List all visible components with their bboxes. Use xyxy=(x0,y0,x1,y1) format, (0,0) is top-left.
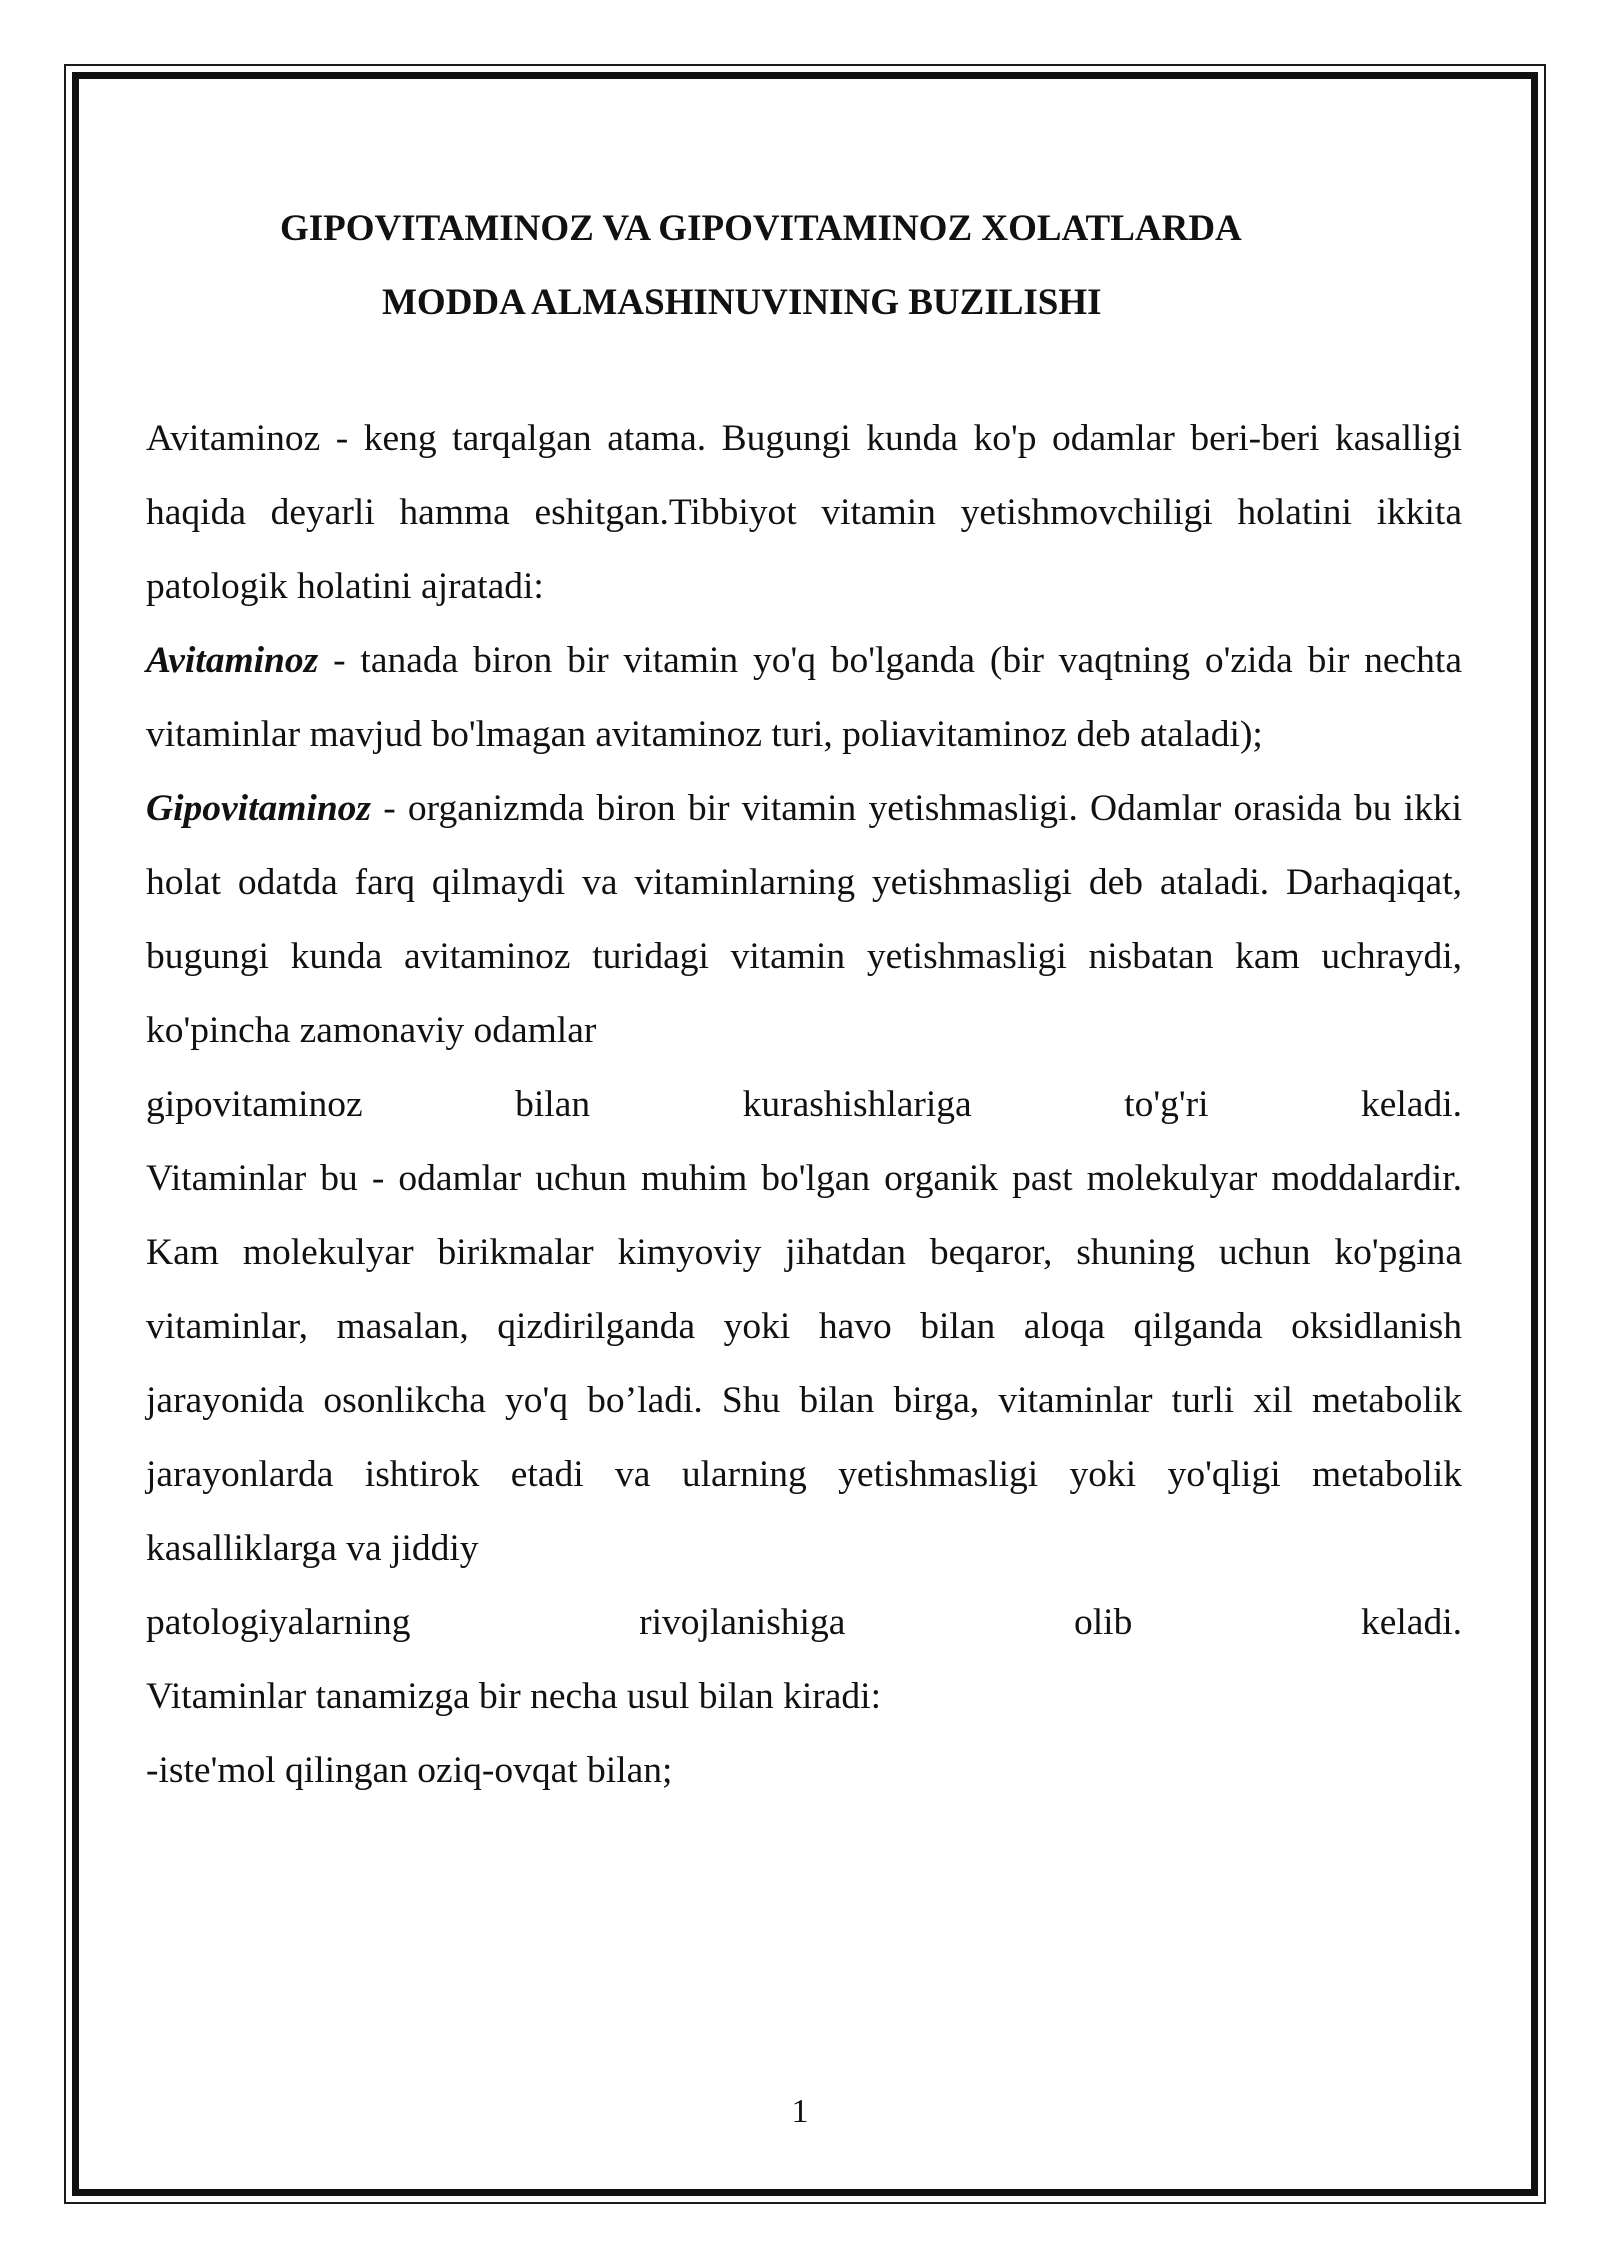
intro-paragraph: Avitaminoz - keng tarqalgan atama. Bugungi kunda ko'p odamlar beri-beri kasalligi haqida deyarli hamma eshitgan.Tibbiyot vitamin yetishmovchiligi holatini ikkita patologik holatini ajratadi: xyxy=(146,418,1462,607)
bullet-food: -iste'mol qilingan oziq-ovqat bilan; xyxy=(146,1750,673,1791)
document-body xyxy=(146,402,1462,1808)
title-line-2: MODDA ALMASHINUVINING BUZILISHI xyxy=(382,282,1102,323)
vitaminlar-paragraph: Vitaminlar bu - odamlar uchun muhim bo'lgan organik past molekulyar moddalardir. Kam molekulyar birikmalar kimyoviy jihatdan beqaror, shuning uchun ko'pgina vitaminlar, masalan, qizdirilganda yoki havo bilan aloqa qilganda oksidlanish jarayonida osonlikcha yo'q bo’ladi. Shu bilan birga, vitaminlar turli xil metabolik jarayonlarda ishtirok etadi va ularning yetishmasligi yoki yo'qligi metabolik kasalliklarga va jiddiy xyxy=(146,1158,1462,1569)
gipovitaminoz-definition xyxy=(146,772,1462,1068)
entry-methods-line: Vitaminlar tanamizga bir necha usul bilan kiradi: xyxy=(146,1676,882,1717)
page-number: 1 xyxy=(791,2093,809,2130)
title-line-1: GIPOVITAMINOZ VA GIPOVITAMINOZ XOLATLARDA xyxy=(280,208,1242,249)
gipovitaminoz-text: - organizmda biron bir vitamin yetishmasligi. Odamlar orasida bu ikki holat odatda farq qilmaydi va vitaminlarning yetishmasligi deb ataladi. Darhaqiqat, bugungi kunda avitaminoz turidagi vitamin yetishmasligi nisbatan kam uchraydi, ko'pincha zamonaviy odamlar xyxy=(146,788,1462,1051)
gipovitaminoz-term: Gipovitaminoz xyxy=(146,788,372,829)
gipovitaminoz-last-line: gipovitaminoz bilan kurashishlariga to'g'ri keladi. xyxy=(146,1084,1462,1125)
document-content xyxy=(146,192,1462,1808)
vitaminlar-last-line: patologiyalarning rivojlanishiga olib keladi. xyxy=(146,1602,1462,1643)
avitaminoz-definition xyxy=(146,624,1462,772)
avitaminoz-text: - tanada biron bir vitamin yo'q bo'lganda (bir vaqtning o'zida bir nechta vitaminlar mavjud bo'lmagan avitaminoz turi, poliavitaminoz deb ataladi); xyxy=(146,640,1462,755)
avitaminoz-term: Avitaminoz xyxy=(146,640,319,681)
document-title xyxy=(146,192,1462,340)
